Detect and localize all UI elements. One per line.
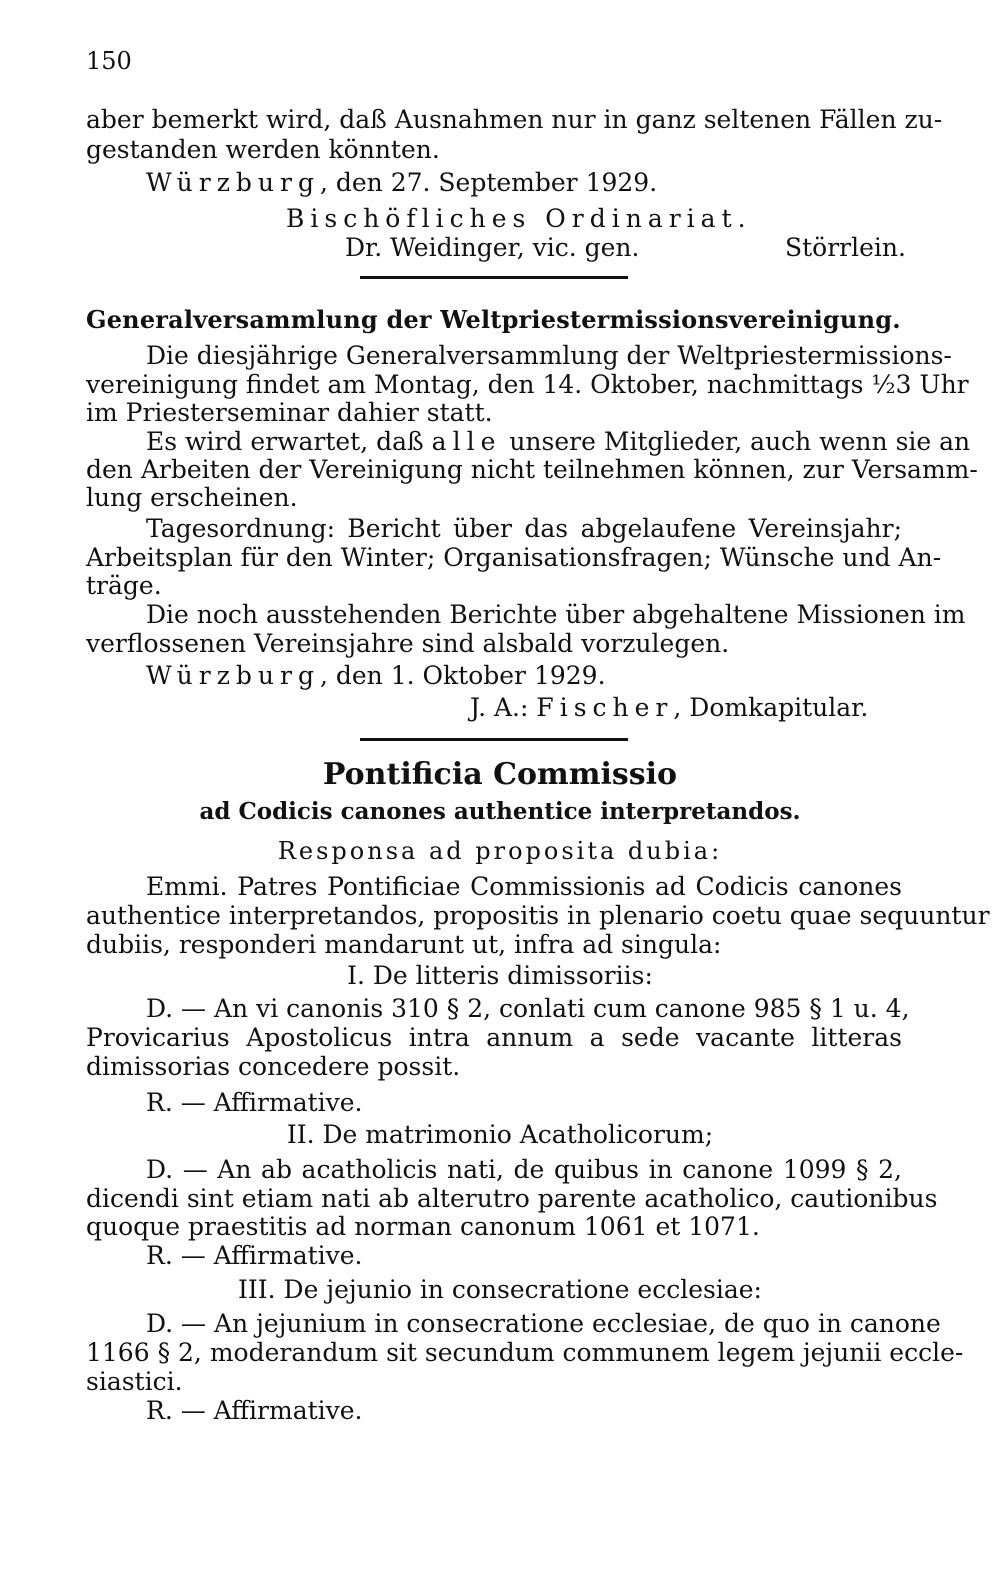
text-line: gestanden werden könnten. <box>86 135 440 164</box>
section-subtitle: ad Codicis canones authentice interpretandos. <box>199 798 801 825</box>
text-line: den Arbeiten der Vereinigung nicht teilnehmen können, zur Versamm- <box>86 455 978 484</box>
response-line: R. — Affirmative. <box>146 1088 363 1117</box>
text-line: siastici. <box>86 1367 183 1396</box>
date-text: , den 27. September 1929. <box>319 168 658 197</box>
text-line: D. — An vi canonis 310 § 2, conlati cum canone 985 § 1 u. 4, <box>146 994 910 1023</box>
text-line: dicendi sint etiam nati ab alterutro parente acatholico, cautionibus <box>86 1184 938 1213</box>
sign-suffix: , Domkapitular. <box>673 693 869 722</box>
text-line: authentice interpretandos, propositis in plenario coetu quae sequuntur <box>86 901 990 930</box>
text-line: vereinigung findet am Montag, den 14. Oktober, nachmittags ½3 Uhr <box>86 370 969 399</box>
response-line: R. — Affirmative. <box>146 1241 363 1270</box>
signer-left: Dr. Weidinger, vic. gen. <box>345 233 640 262</box>
text-span: unsere Mitglieder, auch wenn sie an <box>501 427 971 456</box>
text-line: quoque praestitis ad norman canonum 1061 et 1071. <box>86 1212 760 1241</box>
text-line: Arbeitsplan für den Winter; Organisationsfragen; Wünsche und An- <box>86 543 942 572</box>
separator-rule <box>360 276 628 279</box>
text-line: im Priesterseminar dahier statt. <box>86 398 493 427</box>
section-title: Pontificia Commissio <box>322 757 678 792</box>
text-line: D. — An ab acatholicis nati, de quibus in canone 1099 § 2, <box>146 1155 902 1184</box>
text-line <box>146 427 971 457</box>
text-line: dubiis, responderi mandarunt ut, infra ad singula: <box>86 930 722 959</box>
issuing-office: Bischöfliches Ordinariat. <box>286 204 752 233</box>
notice-heading: Generalversammlung der Weltpriestermissionsvereinigung. <box>86 305 901 334</box>
sign-name: Fischer <box>536 693 674 722</box>
text-line: Emmi. Patres Pontificiae Commissionis ad Codicis canones <box>146 872 902 901</box>
emphasis-word: alle <box>431 427 502 456</box>
text-line: D. — An jejunium in consecratione ecclesiae, de quo in canone <box>146 1309 941 1338</box>
page-number: 150 <box>86 47 132 75</box>
text-line: Tagesordnung: Bericht über das abgelaufene Vereinsjahr; <box>146 514 902 543</box>
signature-line <box>470 693 868 723</box>
text-line: 1166 § 2, moderandum sit secundum communem legem jejunii eccle- <box>86 1338 964 1367</box>
text-line: aber bemerkt wird, daß Ausnahmen nur in ganz seltenen Fällen zu- <box>86 105 943 134</box>
place-name: Würzburg <box>146 168 320 197</box>
response-line: R. — Affirmative. <box>146 1396 363 1425</box>
text-span: Es wird erwartet, daß <box>146 427 432 456</box>
place-name: Würzburg <box>146 661 320 690</box>
text-line: Provicarius Apostolicus intra annum a sede vacante litteras <box>86 1023 902 1052</box>
responsa-heading: Responsa ad proposita dubia: <box>277 837 723 865</box>
text-line: lung erscheinen. <box>86 483 298 512</box>
dubium-heading: III. De jejunio in consecratione ecclesiae: <box>238 1275 762 1304</box>
signer-right: Störrlein. <box>785 233 906 262</box>
separator-rule <box>360 738 628 741</box>
date-text: , den 1. Oktober 1929. <box>319 661 606 690</box>
sign-prefix: J. A.: <box>470 693 537 722</box>
text-line: dimissorias concedere possit. <box>86 1052 461 1081</box>
dateline <box>146 168 657 198</box>
dateline <box>146 661 606 691</box>
text-line: Die diesjährige Generalversammlung der Weltpriestermissions- <box>146 341 952 370</box>
text-line: träge. <box>86 571 162 600</box>
text-line: Die noch ausstehenden Berichte über abgehaltene Missionen im <box>146 600 966 629</box>
text-line: verflossenen Vereinsjahre sind alsbald vorzulegen. <box>86 629 730 658</box>
dubium-heading: II. De matrimonio Acatholicorum; <box>286 1120 714 1149</box>
dubium-heading: I. De litteris dimissoriis: <box>347 961 653 990</box>
